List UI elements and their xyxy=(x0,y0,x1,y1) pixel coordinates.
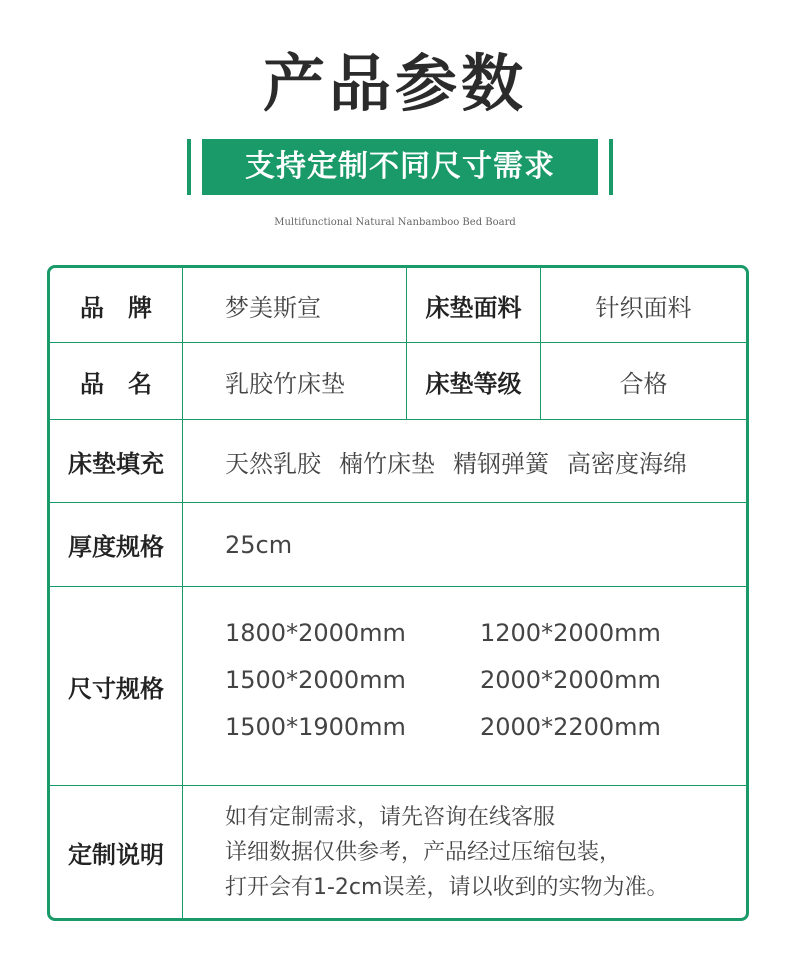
table-row-brand xyxy=(50,268,746,343)
banner-right-bar xyxy=(609,139,613,195)
banner-text: 支持定制不同尺寸需求 xyxy=(202,139,598,195)
grade-value: 合格 xyxy=(619,369,668,398)
custom-notes xyxy=(183,786,746,918)
size-list xyxy=(225,587,745,785)
size-item: 1800*2000mm xyxy=(225,619,406,647)
size-label: 尺寸规格 xyxy=(50,587,183,785)
filling-item: 天然乳胶 xyxy=(225,449,321,478)
fabric-value: 针织面料 xyxy=(595,293,692,322)
brand-label: 品 牌 xyxy=(50,268,183,342)
size-item: 1500*2000mm xyxy=(225,666,406,694)
filling-item: 精钢弹簧 xyxy=(453,449,549,478)
page-title: 产品参数 xyxy=(262,47,527,120)
custom-note-line: 打开会有1-2cm误差，请以收到的实物为准。 xyxy=(225,874,669,900)
custom-note-line: 如有定制需求，请先咨询在线客服 xyxy=(225,804,556,830)
name-value: 乳胶竹床垫 xyxy=(225,369,345,398)
banner xyxy=(187,139,613,195)
filling-item: 楠竹床垫 xyxy=(339,449,435,478)
filling-values xyxy=(183,420,746,502)
size-item: 2000*2000mm xyxy=(480,666,661,694)
custom-note-line: 详细数据仅供参考，产品经过压缩包装， xyxy=(225,839,622,865)
filling-label: 床垫填充 xyxy=(50,420,183,502)
subtitle: Multifunctional Natural Nanbamboo Bed Board xyxy=(274,217,516,228)
custom-label: 定制说明 xyxy=(50,786,183,918)
grade-label: 床垫等级 xyxy=(406,343,541,419)
name-label: 品 名 xyxy=(50,343,183,419)
filling-item: 高密度海绵 xyxy=(567,449,687,478)
table-row-filling xyxy=(50,420,746,503)
table-row-sizes xyxy=(50,587,746,786)
brand-value: 梦美斯宣 xyxy=(225,293,321,322)
fabric-label: 床垫面料 xyxy=(406,268,541,342)
thickness-value: 25cm xyxy=(225,530,293,559)
size-item: 1200*2000mm xyxy=(480,619,661,647)
size-item: 2000*2200mm xyxy=(480,713,661,741)
table-row-thickness xyxy=(50,503,746,587)
table-row-custom xyxy=(50,786,746,918)
banner-left-bar xyxy=(187,139,191,195)
params-table xyxy=(47,265,749,921)
thickness-label: 厚度规格 xyxy=(50,503,183,586)
table-row-name xyxy=(50,343,746,420)
size-item: 1500*1900mm xyxy=(225,713,406,741)
